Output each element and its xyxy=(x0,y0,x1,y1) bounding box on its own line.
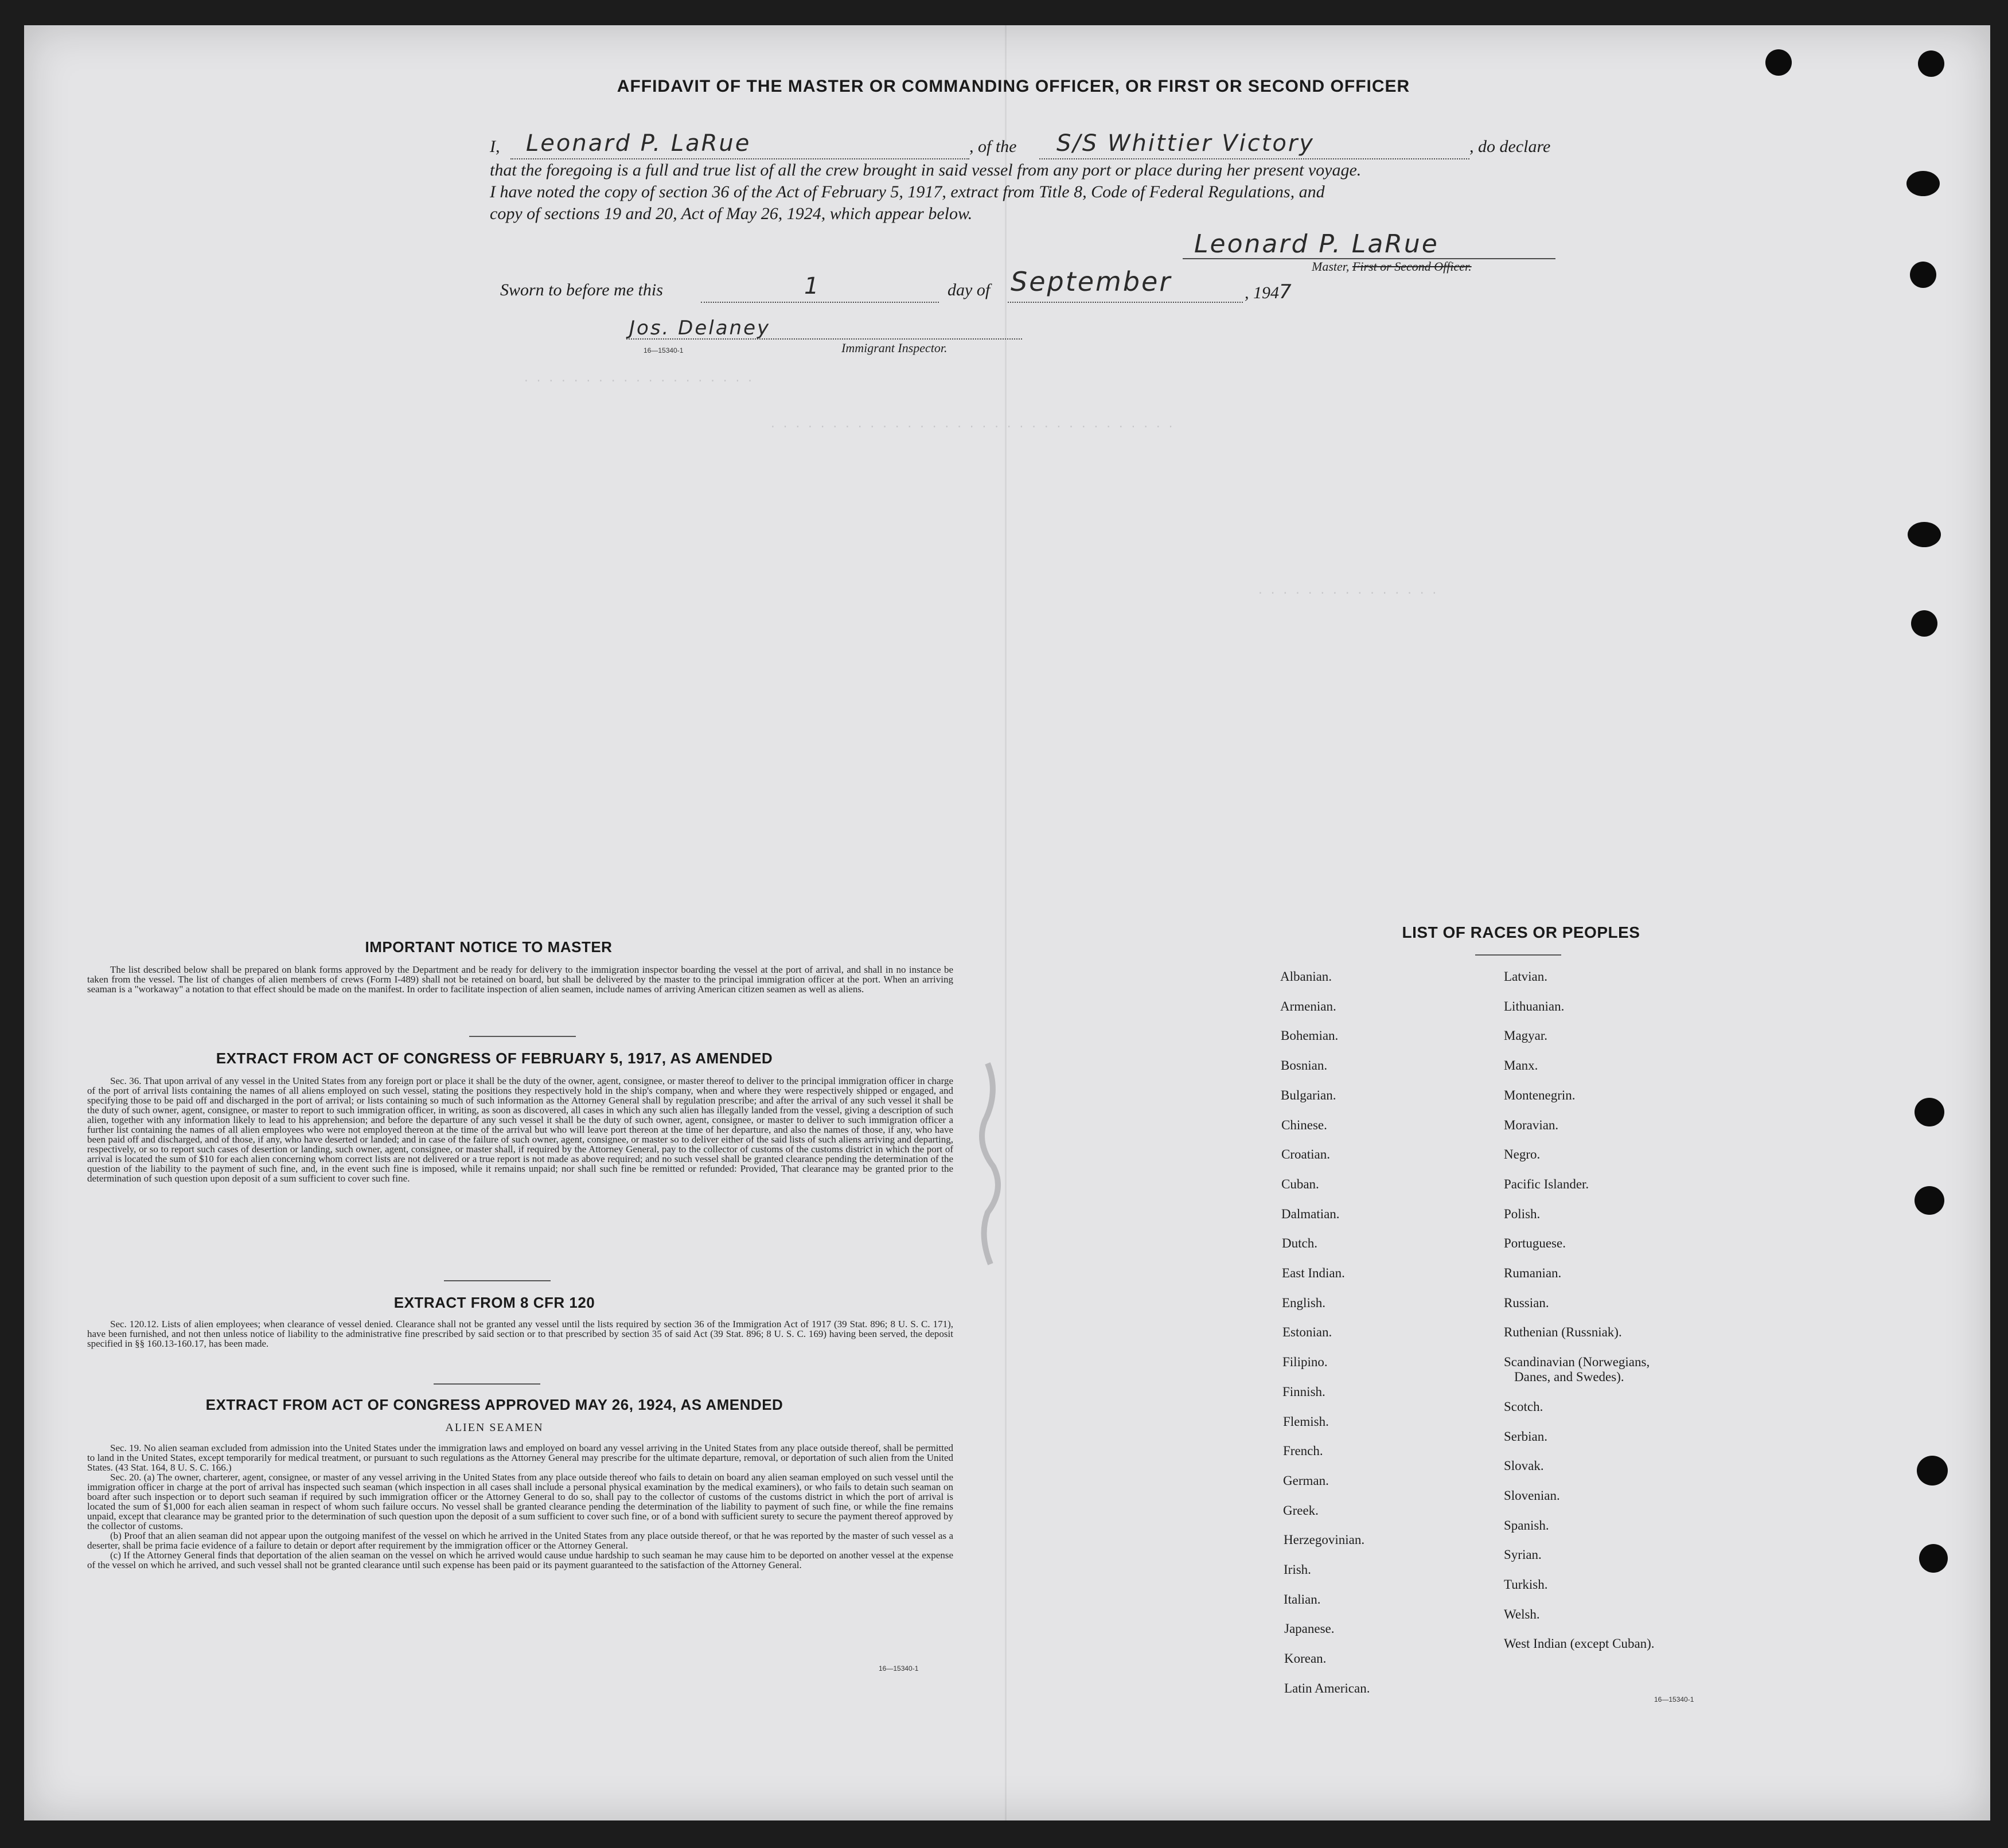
punch-hole xyxy=(1765,49,1792,76)
year-prefix: , 194 xyxy=(1245,283,1279,302)
race-item: English. xyxy=(1282,1296,1326,1310)
section-20c-paragraph: (c) If the Attorney General finds that deportation of the alien seaman on the vessel on which he arrived would cause undue hardship to such seaman he may cause him to be deported on another vessel at the expense of the vessel on which he arrived, and such vessel shall not be granted clearance until such expense has been paid or its payment guaranteed to the satisfaction of the Attorney General. xyxy=(87,1550,953,1570)
sworn-month: September xyxy=(1011,266,1172,297)
section-20b-paragraph: (b) Proof that an alien seaman did not appear upon the outgoing manifest of the vessel on which he arrived in the United States from any place outside thereof, or that he was reported by the master of such vessel as a deserter, shall be prima facie evidence of a failure to detain or deport after requirement by the immigration officer or the Attorney General. xyxy=(87,1530,953,1551)
race-item: Montenegrin. xyxy=(1504,1088,1576,1102)
race-item: Rumanian. xyxy=(1504,1266,1562,1280)
stamp-mark xyxy=(965,1058,1016,1276)
race-item: Finnish. xyxy=(1282,1385,1325,1399)
race-item: Bohemian. xyxy=(1281,1028,1339,1043)
punch-hole xyxy=(1918,50,1944,77)
master-caption xyxy=(1312,259,1472,274)
month-underline xyxy=(1008,302,1243,303)
race-item: Flemish. xyxy=(1283,1414,1329,1429)
race-item: Portuguese. xyxy=(1504,1236,1566,1250)
of-the-label: , of the xyxy=(969,137,1017,156)
vessel-underline xyxy=(1039,158,1469,159)
race-item: Bulgarian. xyxy=(1281,1088,1336,1102)
race-item: Korean. xyxy=(1284,1651,1327,1666)
race-item: Irish. xyxy=(1284,1562,1311,1577)
vessel-name: S/S Whittier Victory xyxy=(1056,130,1315,157)
day-of-label: day of xyxy=(948,280,991,299)
affidavit-title: AFFIDAVIT OF THE MASTER OR COMMANDING OFFICER, OR FIRST OR SECOND OFFICER xyxy=(617,77,1410,96)
affidavit-line-2: that the foregoing is a full and true list of all the crew brought in said vessel from any port or place during her present voyage. xyxy=(490,161,1362,180)
bleed-through-text: · · · · · · · · · · · · · · · xyxy=(1257,587,1438,599)
races-form-code: 16—15340-1 xyxy=(1654,1695,1694,1703)
race-item: Armenian. xyxy=(1280,999,1336,1013)
race-item: Greek. xyxy=(1283,1503,1319,1518)
race-item: French. xyxy=(1283,1444,1323,1458)
race-item: Syrian. xyxy=(1504,1547,1542,1562)
extract-1924-title: EXTRACT FROM ACT OF CONGRESS APPROVED MAY 26, 1924, AS AMENDED xyxy=(205,1396,783,1413)
divider xyxy=(1475,954,1561,956)
race-item: West Indian (except Cuban). xyxy=(1504,1636,1655,1651)
master-caption-struck: First or Second Officer. xyxy=(1352,259,1472,274)
affidavit-form-code: 16—15340-1 xyxy=(644,346,684,354)
race-item: Lithuanian. xyxy=(1504,999,1565,1013)
race-item: Scandinavian (Norwegians, xyxy=(1504,1355,1650,1369)
declarant-line xyxy=(490,137,500,157)
race-item: Estonian. xyxy=(1282,1325,1332,1339)
sworn-day: 1 xyxy=(804,273,821,299)
race-item: Bosnian. xyxy=(1281,1058,1328,1073)
races-title: LIST OF RACES OR PEOPLES xyxy=(1402,923,1640,941)
race-item: Manx. xyxy=(1504,1058,1538,1073)
sworn-year xyxy=(1245,280,1293,303)
race-item: Filipino. xyxy=(1282,1355,1328,1369)
race-item: Slovenian. xyxy=(1504,1488,1560,1503)
race-item: Dutch. xyxy=(1282,1236,1317,1250)
do-declare-label: , do declare xyxy=(1469,137,1551,156)
race-item: Danes, and Swedes). xyxy=(1514,1370,1624,1384)
form-sheet xyxy=(24,25,1990,1820)
extract-1917-text xyxy=(87,1076,953,1183)
race-item: Ruthenian (Russniak). xyxy=(1504,1325,1622,1339)
inspector-caption: Immigrant Inspector. xyxy=(841,341,948,355)
race-item: Latvian. xyxy=(1504,969,1547,984)
day-underline xyxy=(701,302,939,303)
punch-hole xyxy=(1911,610,1937,637)
inspector-signature-line xyxy=(626,338,1022,340)
affidavit-line-3: I have noted the copy of section 36 of the Act of February 5, 1917, extract from Title 8, Code of Federal Regulations, and xyxy=(490,182,1325,201)
extract-cfr-text xyxy=(87,1319,953,1348)
race-item: German. xyxy=(1283,1473,1329,1488)
notice-paragraph: The list described below shall be prepared on blank forms approved by the Department and be ready for delivery to the immigration inspector boarding the vessel at the port of arrival, and shall in no instance be taken from the vessel. The list of changes of alien members of crews (Form I-489) shall not be retained on board, but shall be delivered by the master to the principal immigration officer at the port. When an arriving seaman is a "workaway" a notation to that effect should be made on the manifest. In order to facilitate inspection of alien seamen, include names of arriving American citizen seamen as well as aliens. xyxy=(87,964,953,995)
extract-form-code: 16—15340-1 xyxy=(879,1664,919,1672)
race-item: Pacific Islander. xyxy=(1504,1177,1589,1191)
race-item: Croatian. xyxy=(1281,1147,1330,1161)
sworn-prefix: Sworn to before me this xyxy=(500,280,663,299)
race-item: Turkish. xyxy=(1504,1577,1548,1592)
punch-hole xyxy=(1908,522,1941,547)
notice-text xyxy=(87,965,953,994)
race-item: Magyar. xyxy=(1504,1028,1548,1043)
master-caption-master: Master, xyxy=(1312,259,1350,274)
section-36-paragraph: Sec. 36. That upon arrival of any vessel in the United States from any foreign port or place it shall be the duty of the owner, agent, consignee, or master thereof to deliver to the principal immigration officer in charge of the port of arrival lists containing the names of all aliens employed on such vessel, stating the positions they respectively hold in the ship's company, when and where they were respectively shipped or engaged, and specifying those to be paid off and discharged in the port of arrival; or lists containing so much of such information as the Attorney General shall by regulation prescribe; and after the arrival of any such vessel it shall be the duty of such owner, agent, consignee, or master to report to such immigration officer, in writing, as soon as discovered, all cases in which any such alien has illegally landed from the vessel, giving a description of such alien, together with any information likely to lead to his apprehension; and before the departure of any such vessel it shall be the duty of such owner, agent, consignee, or master to deliver to such immigration officer a further list containing the names of all alien employees who were not employed thereon at the time of the arrival but who will leave port thereon at the time of her departure, and also the names of those, if any, who have been paid off and discharged, and of those, if any, who have deserted or landed; and in case of the failure of such owner, agent, consignee, or master so to deliver either of the said lists of such aliens arriving and departing, respectively, or so to report such cases of desertion or landing, such owner, agent, consignee, or master shall, if required by the Attorney General, pay to the collector of customs of the customs district in which the port of arrival is located the sum of $10 for each alien concerning whom correct lists are not delivered or a true report is not made as above required; and no such vessel shall be granted clearance pending the determination of the question of the liability to the payment of such fine, and, in the event such fine is imposed, while it remains unpaid; nor shall such fine be remitted or refunded: Provided, That clearance may be granted prior to the determination of such question upon deposit of a sum sufficient to cover such fine. xyxy=(87,1075,953,1184)
year-digit: 7 xyxy=(1279,280,1293,303)
extract-1917-title: EXTRACT FROM ACT OF CONGRESS OF FEBRUARY 5, 1917, AS AMENDED xyxy=(216,1050,773,1067)
fold-line xyxy=(1005,25,1007,1820)
section-120-paragraph: Sec. 120.12. Lists of alien employees; when clearance of vessel denied. Clearance shall not be granted any vessel until the lists required by section 36 of the Immigration Act of 1917 (39 Stat. 896; 8 U. S. C. 171), have been furnished, and not then unless notice of liability to the administrative fine prescribed by said section or to that prescribed by section 35 of said Act (39 Stat. 896; 8 U. S. C. 169) having been served, the deposit specified in §§ 160.13-160.17, has been made. xyxy=(87,1319,953,1349)
extract-1924-text xyxy=(87,1443,953,1570)
race-item: Chinese. xyxy=(1281,1118,1327,1132)
race-item: Japanese. xyxy=(1284,1621,1335,1636)
race-item: Slovak. xyxy=(1504,1459,1544,1473)
i-prefix: I, xyxy=(490,137,500,156)
section-19-paragraph: Sec. 19. No alien seaman excluded from admission into the United States under the immigration laws and employed on board any vessel arriving in the United States from any place outside thereof, shall be permitted to land in the United States, except temporarily for medical treatment, or pursuant to such regulations as the Attorney General may prescribe for the ultimate departure, removal, or deportation of such alien from the United States. (43 Stat. 164, 8 U. S. C. 166.) xyxy=(87,1442,953,1473)
race-item: Latin American. xyxy=(1284,1681,1370,1695)
punch-hole xyxy=(1915,1098,1944,1126)
race-item: East Indian. xyxy=(1282,1266,1345,1280)
race-item: Cuban. xyxy=(1281,1177,1319,1191)
divider xyxy=(444,1280,551,1281)
race-item: Russian. xyxy=(1504,1296,1549,1310)
race-item: Serbian. xyxy=(1504,1429,1548,1444)
race-item: Albanian. xyxy=(1280,969,1332,984)
race-item: Spanish. xyxy=(1504,1518,1549,1533)
punch-hole xyxy=(1906,171,1940,196)
punch-hole xyxy=(1910,262,1936,288)
bleed-through-text: · · · · · · · · · · · · · · · · · · · · · · · · · · · · · · · · · xyxy=(770,421,1174,433)
race-item: Welsh. xyxy=(1504,1607,1540,1621)
race-item: Dalmatian. xyxy=(1281,1207,1340,1221)
divider xyxy=(469,1036,576,1037)
race-item: Scotch. xyxy=(1504,1399,1543,1414)
notice-title: IMPORTANT NOTICE TO MASTER xyxy=(365,938,613,956)
master-signature: Leonard P. LaRue xyxy=(1194,229,1439,259)
punch-hole xyxy=(1919,1544,1948,1573)
race-item: Polish. xyxy=(1504,1207,1541,1221)
race-item: Moravian. xyxy=(1504,1118,1559,1132)
race-item: Negro. xyxy=(1504,1147,1541,1161)
race-item: Italian. xyxy=(1284,1592,1321,1607)
alien-seamen-subtitle: ALIEN SEAMEN xyxy=(445,1421,544,1434)
punch-hole xyxy=(1917,1456,1948,1486)
inspector-signature: Jos. Delaney xyxy=(629,317,771,340)
affidavit-line-4: copy of sections 19 and 20, Act of May 26, 1924, which appear below. xyxy=(490,204,973,223)
master-name: Leonard P. LaRue xyxy=(526,130,751,157)
extract-cfr-title: EXTRACT FROM 8 CFR 120 xyxy=(393,1294,595,1311)
bleed-through-text: · · · · · · · · · · · · · · · · · · · xyxy=(523,375,753,387)
section-20a-paragraph: Sec. 20. (a) The owner, charterer, agent, consignee, or master of any vessel arriving in the United States from any place outside thereof who fails to detain on board any alien seaman employed on such vessel until the immigration officer in charge at the port of arrival has inspected such seaman (which inspection in all cases shall include a personal physical examination by the medical examiners), or who fails to detain such seaman on board after such inspection or to deport such seaman if required by such immigration officer or the Attorney General to do so, shall pay to the collector of customs of the customs district in which the port of arrival is located the sum of $1,000 for each alien seaman in respect of whom such failure occurs. No vessel shall be granted clearance pending the determination of the liability to payment of such fine, or while the fine remains unpaid, except that clearance may be granted prior to the determination of such question upon the deposit of a sum sufficient to cover such fine, or of a bond with sufficient surety to secure the payment thereof approved by the collector of customs. xyxy=(87,1472,953,1531)
punch-hole xyxy=(1915,1186,1944,1215)
divider xyxy=(434,1383,540,1385)
race-item: Herzegovinian. xyxy=(1284,1533,1365,1547)
name-underline xyxy=(510,158,969,159)
